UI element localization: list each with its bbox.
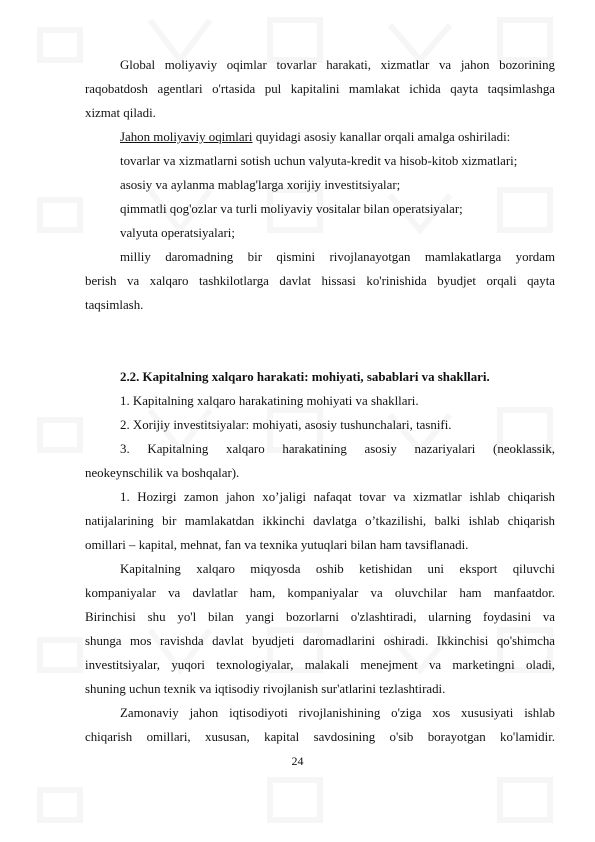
paragraph-6-line-1: Zamonaviy jahon iqtisodiyoti rivojlanishining o'ziga xos xususiyati ishlab (120, 706, 555, 720)
outline-item: 2. Xorijiy investitsiyalar: mohiyati, asosiy tushunchalari, tasnifi. (120, 418, 452, 432)
channels-intro (120, 129, 555, 145)
outline-item-3-line-2: neokeynschilik va boshqalar). (85, 466, 240, 480)
page-number: 24 (291, 754, 304, 768)
outline-item: 1. Kapitalning xalqaro harakatining mohiyati va shakllari. (120, 394, 419, 408)
paragraph-5-line-5: investitsiyalar, yuqori texnologiyalar, malakali menejment va marketingni oladi, (85, 658, 555, 672)
paragraph-1-line-1: Global moliyaviy oqimlar tovarlar harakati, xizmatlar va jahon bozorining (120, 58, 555, 72)
paragraph-5-line-1: Kapitalning xalqaro miqyosda oshib ketishidan uni eksport qiluvchi (120, 562, 555, 576)
paragraph-3-line-3: taqsimlash. (85, 298, 144, 312)
paragraph-3-line-1: milliy daromadning bir qismini rivojlanayotgan mamlakatlarga yordam (120, 250, 555, 264)
paragraph-5-line-4: shunga mos ravishda davlat byudjeti daromadlarini oshiradi. Ikkinchisi qo'shimcha (85, 634, 555, 648)
list-item: tovarlar va xizmatlarni sotish uchun valyuta-kredit va hisob-kitob xizmatlari; (120, 154, 518, 168)
paragraph-3-line-2: berish va xalqaro tashkilotlarga davlat hissasi ko'rinishida byudjet orqali qayta (85, 274, 555, 288)
list-item: asosiy va aylanma mablag'larga xorijiy investitsiyalar; (120, 178, 401, 192)
paragraph-5-line-6: shuning uchun texnik va iqtisodiy rivojlanish sur'atlarini tezlashtiradi. (85, 682, 446, 696)
paragraph-4-line-2: natijalarining bir mamlakatdan ikkinchi davlatga o’tkazilishi, balki ishlab chiqarish (85, 514, 555, 528)
paragraph-4-line-3: omillari – kapital, mehnat, fan va texnika yutuqlari bilan ham tavsiflanadi. (85, 538, 469, 552)
paragraph-1-line-3: xizmat qiladi. (85, 106, 156, 120)
channels-intro-text: quyidagi asosiy kanallar orqali amalga oshiriladi: (252, 130, 511, 144)
section-heading: 2.2. Kapitalning xalqaro harakati: mohiyati, sabablari va shakllari. (120, 370, 490, 384)
paragraph-1-line-2: raqobatdosh agentlari o'rtasida pul kapitalini mamlakat ichida qayta taqsimlashga (85, 82, 555, 96)
paragraph-5-line-2: kompaniyalar va davlatlar ham, kompaniyalar va oluvchilar ham manfaatdor. (85, 586, 555, 600)
paragraph-5-line-3: Birinchisi shu yo'l bilan yangi bozorlarni o'zlashtiradi, ularning foydasini va (85, 610, 555, 624)
paragraph-4-line-1: 1. Hozirgi zamon jahon xo’jaligi nafaqat tovar va xizmatlar ishlab chiqarish (120, 490, 555, 504)
outline-item-3-line-1: 3. Kapitalning xalqaro harakatining asosiy nazariyalari (neoklassik, (120, 442, 555, 456)
paragraph-6-line-2: chiqarish omillari, xususan, kapital savdosining o'sib borayotgan ko'lamidir. (85, 730, 555, 744)
glossary-link[interactable]: Jahon moliyaviy oqimlari (120, 130, 253, 144)
list-item: qimmatli qog'ozlar va turli moliyaviy vositalar bilan operatsiyalar; (120, 202, 463, 216)
list-item: valyuta operatsiyalari; (120, 226, 235, 240)
